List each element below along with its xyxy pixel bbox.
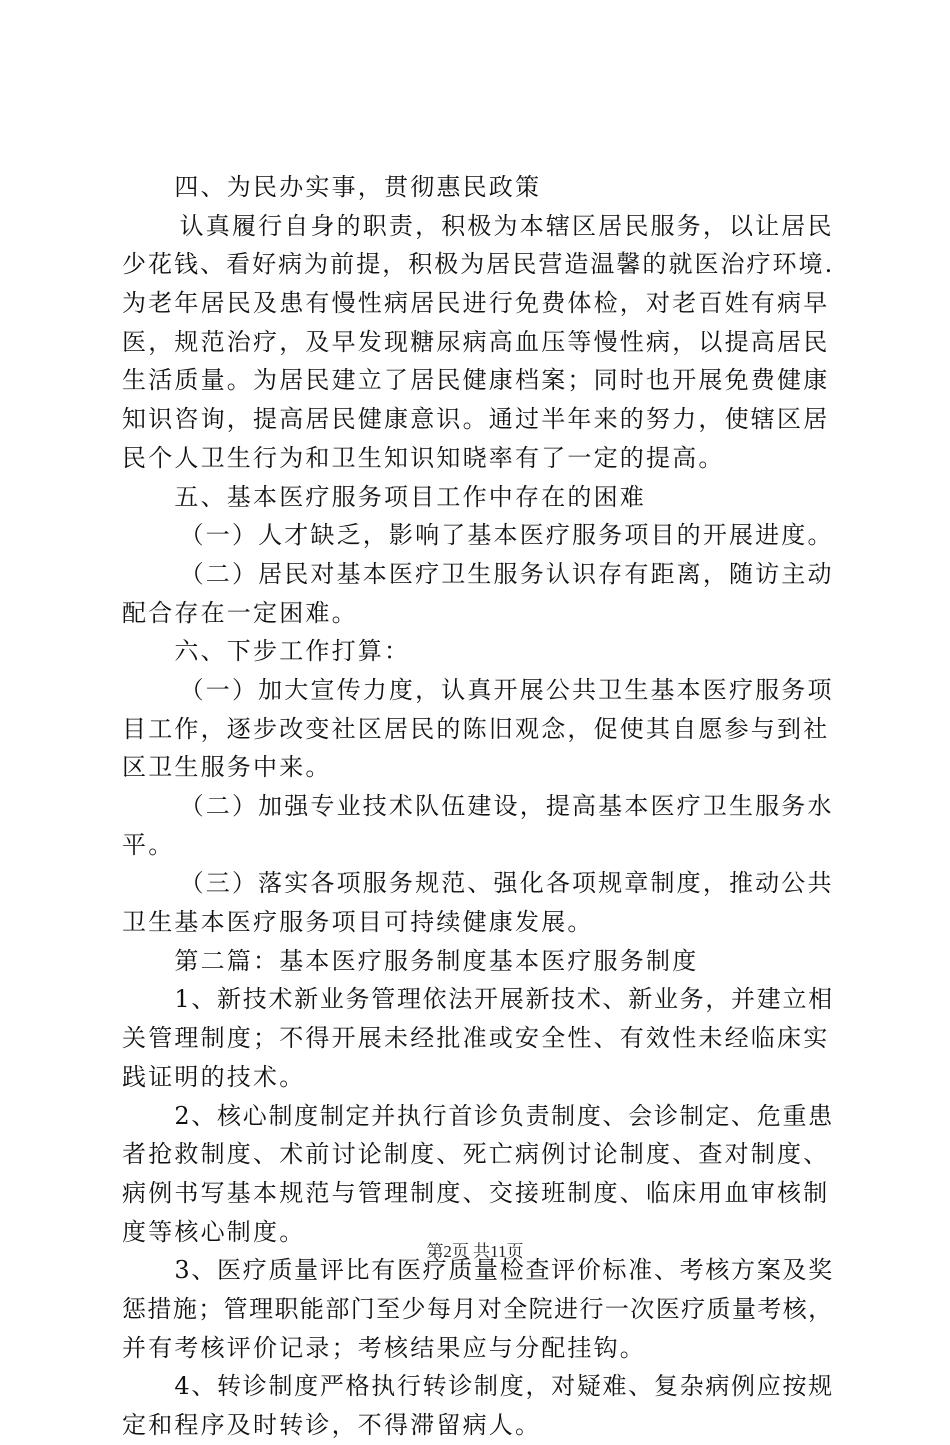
text-line: 为老年居民及患有慢性病居民进行免费体检，对老百姓有病早 — [122, 289, 830, 318]
text-line: 配合存在一定困难。 — [122, 598, 358, 627]
text-line: 少花钱、看好病为前提，积极为居民营造温馨的就医治疗环境. — [122, 250, 835, 279]
text-line: （二）居民对基本医疗卫生服务认识存有距离，随访主动 — [179, 559, 834, 588]
text-line: （三）落实各项服务规范、强化各项规章制度，推动公共 — [179, 869, 834, 898]
text-line: 医，规范治疗，及早发现糖尿病高血压等慢性病，以提高居民 — [122, 327, 830, 356]
text-line: （二）加强专业技术队伍建设，提高基本医疗卫生服务水 — [179, 792, 834, 820]
text-line: （一）加大宣传力度，认真开展公共卫生基本医疗服务项 — [179, 675, 834, 704]
text-line: 平。 — [122, 830, 175, 859]
text-line: 3、医疗质量评比有医疗质量检查评价标准、考核方案及奖 — [174, 1256, 834, 1285]
text-line: 民个人卫生行为和卫生知识知晓率有了一定的提高。 — [122, 443, 725, 472]
text-line: 4、转诊制度严格执行转诊制度，对疑难、复杂病例应按规 — [174, 1372, 834, 1401]
text-line: 并有考核评价记录；考核结果应与分配挂钩。 — [122, 1333, 646, 1362]
text-line: 践证明的技术。 — [122, 1062, 306, 1091]
text-line: 度等核心制度。 — [122, 1217, 306, 1246]
text-line: 认真履行自身的职责，积极为本辖区居民服务，以让居民 — [179, 211, 834, 240]
text-line: 目工作，逐步改变社区居民的陈旧观念，促使其自愿参与到社 — [122, 714, 830, 743]
text-line: 关管理制度；不得开展未经批准或安全性、有效性未经临床实 — [122, 1024, 830, 1053]
text-line: 四、为民办实事，贯彻惠民政策 — [174, 173, 542, 201]
text-line: 知识咨询，提高居民健康意识。通过半年来的努力，使辖区居 — [122, 405, 830, 434]
text-line: 生活质量。为居民建立了居民健康档案；同时也开展免费健康 — [122, 366, 830, 395]
text-line: （一）人才缺乏，影响了基本医疗服务项目的开展进度。 — [179, 521, 834, 550]
text-line: 六、下步工作打算： — [174, 637, 411, 666]
page-footer: 第2页 共11页 — [426, 1242, 524, 1261]
text-line: 2、核心制度制定并执行首诊负责制度、会诊制定、危重患 — [174, 1101, 834, 1130]
text-line: 五、基本医疗服务项目工作中存在的困难 — [174, 482, 646, 511]
text-line: 区卫生服务中来。 — [122, 753, 332, 782]
text-line: 卫生基本医疗服务项目可持续健康发展。 — [122, 908, 594, 937]
text-line: 病例书写基本规范与管理制度、交接班制度、临床用血审核制 — [122, 1178, 830, 1207]
text-line: 1、新技术新业务管理依法开展新技术、新业务，并建立相 — [174, 985, 834, 1014]
text-line: 定和程序及时转诊，不得滞留病人。 — [122, 1411, 542, 1439]
text-line: 第二篇：基本医疗服务制度基本医疗服务制度 — [174, 946, 699, 975]
text-line: 者抢救制度、术前讨论制度、死亡病例讨论制度、查对制度、 — [122, 1140, 830, 1169]
text-line: 惩措施；管理职能部门至少每月对全院进行一次医疗质量考核， — [122, 1294, 834, 1323]
